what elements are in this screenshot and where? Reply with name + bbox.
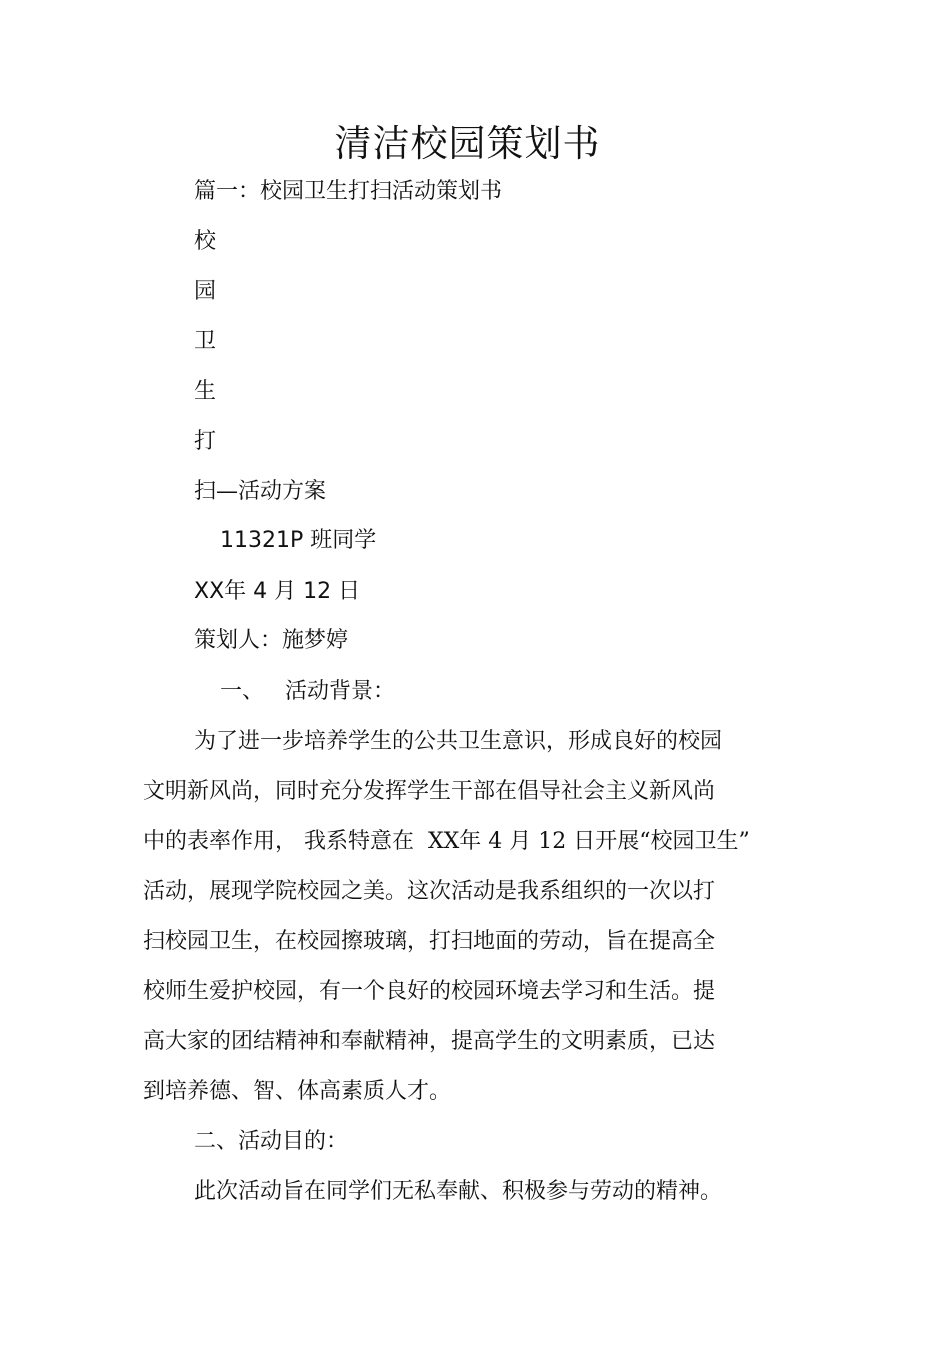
vertical-title-char: 校: [194, 229, 217, 254]
chapter-heading: 篇一：校园卫生打扫活动策划书: [194, 179, 503, 204]
document-title: 清洁校园策划书: [334, 122, 601, 165]
paragraph-line: 校师生爱护校园，有一个良好的校园环境去学习和生活。提: [143, 979, 716, 1004]
vertical-title-char: 生: [194, 379, 217, 404]
paragraph-line: 高大家的团结精神和奉献精神，提高学生的文明素质，已达: [143, 1029, 716, 1054]
vertical-title-char: 打: [194, 429, 217, 454]
vertical-title-char: 卫: [194, 329, 217, 354]
paragraph-line: 活动，展现学院校园之美。这次活动是我系组织的一次以打: [143, 879, 716, 904]
section2-heading: 二、活动目的：: [194, 1129, 349, 1154]
section2-paragraph: 此次活动旨在同学们无私奉献、积极参与劳动的精神。: [194, 1179, 723, 1204]
paragraph-line: 文明新风尚，同时充分发挥学生干部在倡导社会主义新风尚: [143, 779, 716, 804]
section1-heading: 一、 活动背景：: [220, 679, 395, 704]
vertical-title-char: 园: [194, 279, 217, 304]
class-line: 11321P 班同学: [220, 528, 377, 553]
planner-line: 策划人：施梦婷: [194, 628, 349, 653]
date-line: XX年 4 月 12 日: [194, 579, 361, 604]
paragraph-line: 到培养德、智、体高素质人才。: [143, 1079, 452, 1104]
paragraph-line: 为了进一步培养学生的公共卫生意识，形成良好的校园: [194, 729, 723, 754]
paragraph-line: 扫校园卫生，在校园擦玻璃，打扫地面的劳动，旨在提高全: [143, 929, 716, 954]
paragraph-line: 中的表率作用， 我系特意在 XX年 4 月 12 日开展“校园卫生”: [143, 829, 750, 854]
vertical-title-last: 扫—活动方案: [194, 479, 327, 504]
